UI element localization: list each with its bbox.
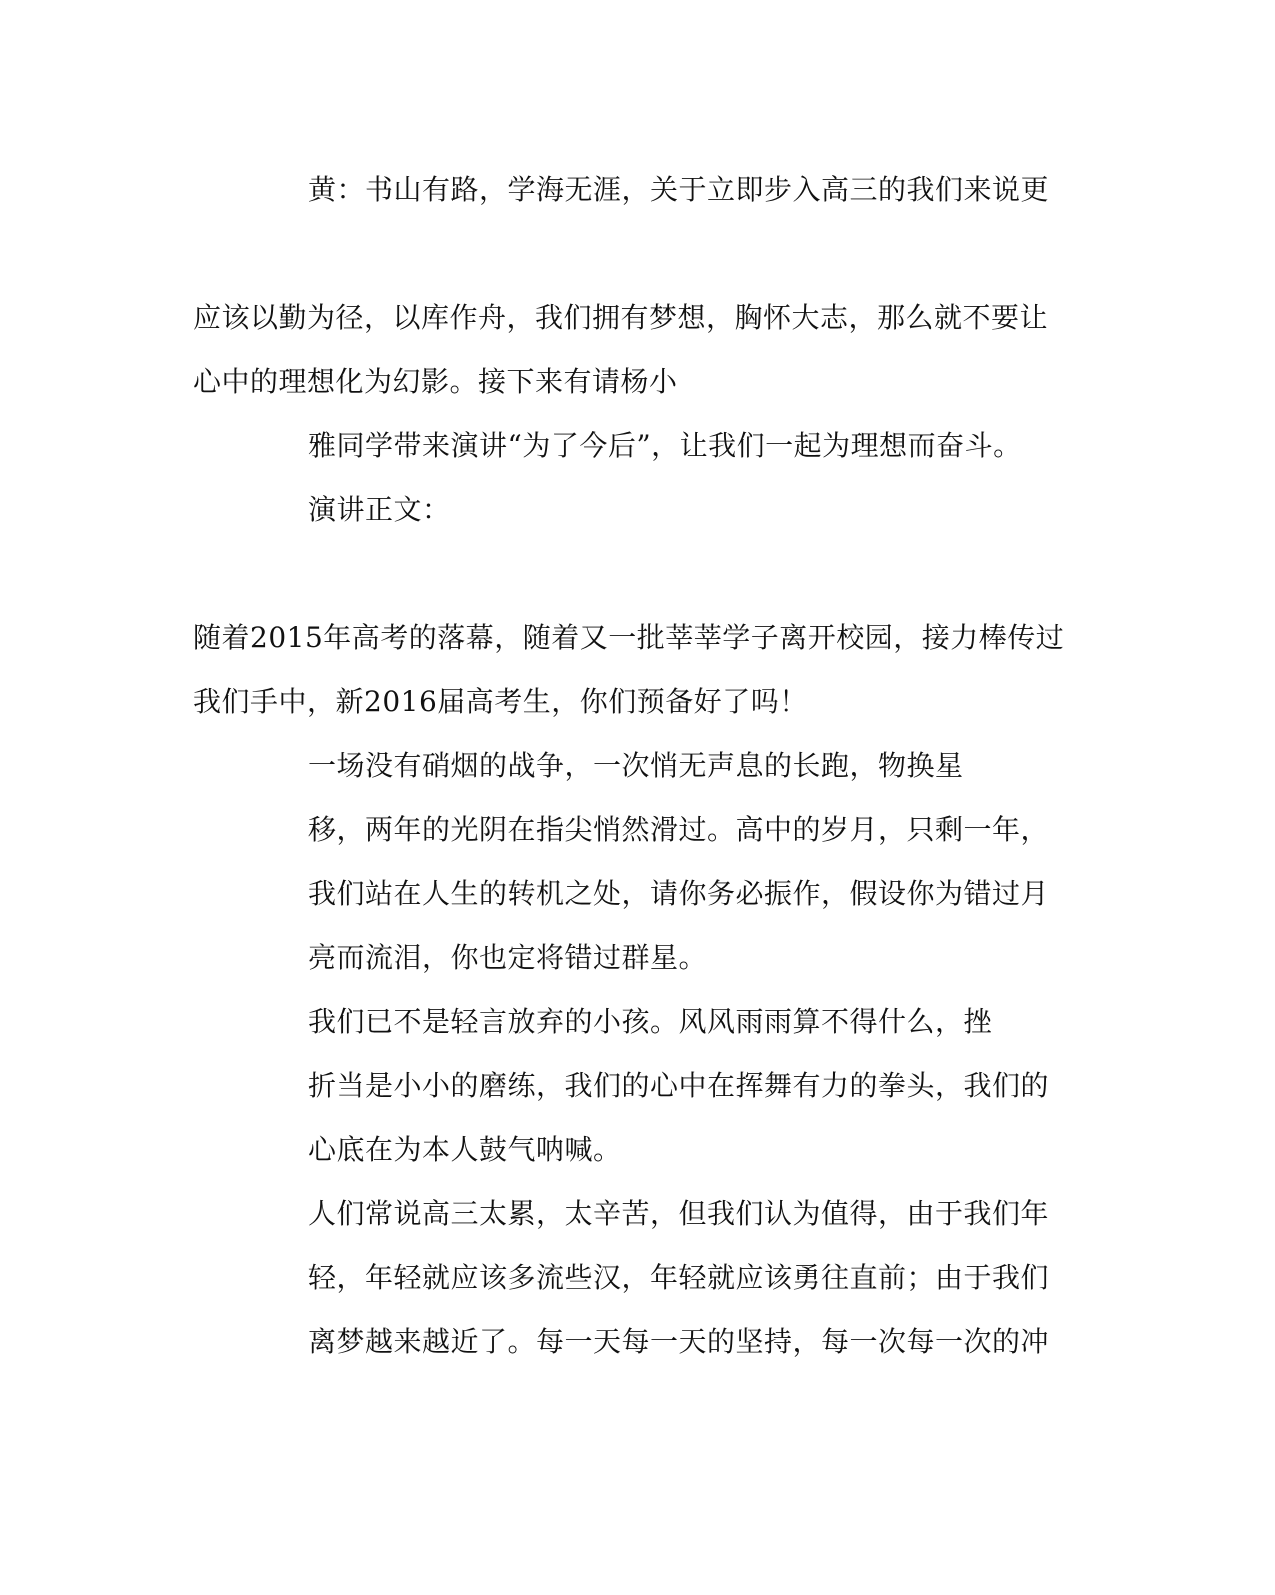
text-line: 亮而流泪，你也定将错过群星。 [308,941,708,974]
text-line: 雅同学带来演讲“为了今后”，让我们一起为理想而奋斗。 [308,429,1022,462]
text-line: 应该以勤为径，以库作舟，我们拥有梦想，胸怀大志，那么就不要让 [193,301,1049,334]
section-heading: 演讲正文： [308,493,451,526]
text-line: 心中的理想化为幻影。接下来有请杨小 [193,365,678,398]
text-line: 我们手中，新2016届高考生，你们预备好了吗！ [193,685,808,718]
text-line: 折当是小小的磨练，我们的心中在挥舞有力的拳头，我们的 [308,1069,1050,1102]
text-line: 离梦越来越近了。每一天每一天的坚持，每一次每一次的冲 [308,1325,1050,1358]
text-line: 人们常说高三太累，太辛苦，但我们认为值得，由于我们年 [308,1197,1050,1230]
text-line: 轻，年轻就应该多流些汉，年轻就应该勇往直前；由于我们 [308,1261,1050,1294]
text-line: 黄：书山有路，学海无涯，关于立即步入高三的我们来说更 [308,173,1050,206]
text-line: 一场没有硝烟的战争，一次悄无声息的长跑，物换星 [308,749,964,782]
text-line: 移，两年的光阴在指尖悄然滑过。高中的岁月，只剩一年， [308,813,1050,846]
text-line: 我们已不是轻言放弃的小孩。风风雨雨算不得什么，挫 [308,1005,993,1038]
text-line: 我们站在人生的转机之处，请你务必振作，假设你为错过月 [308,877,1050,910]
text-line: 随着2015年高考的落幕，随着又一批莘莘学子离开校园，接力棒传过 [193,621,1065,654]
text-line: 心底在为本人鼓气呐喊。 [308,1133,622,1166]
